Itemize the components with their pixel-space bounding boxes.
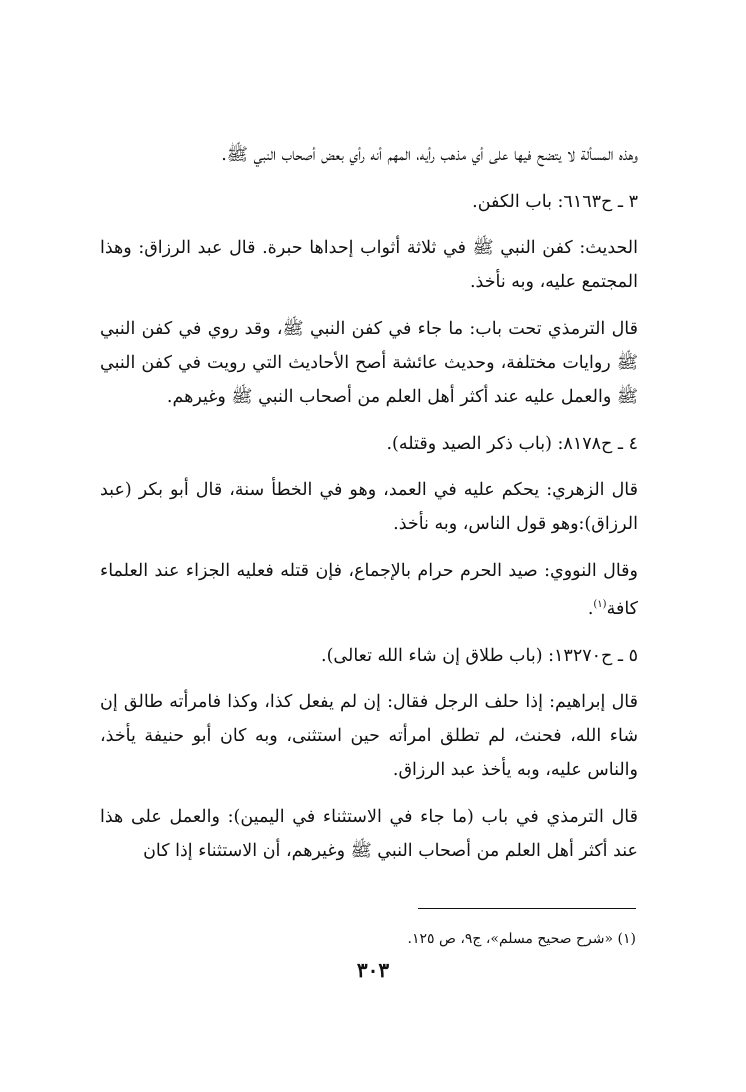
section-heading: ٣ ـ ح٦١٦٣: باب الكفن. xyxy=(472,192,638,212)
footnote-marker: (١) xyxy=(593,599,607,610)
paragraph: قال الترمذي في باب (ما جاء في الاستثناء في اليمين): والعمل على هذا عند أكثر أهل العلم من أصحاب النبي ﷺ وغيرهم، أن الاستثناء إذا كان xyxy=(100,806,638,861)
section-heading: ٤ ـ ح٨١٧٨: (باب ذكر الصيد وقتله). xyxy=(386,434,638,454)
footnote: (١) «شرح صحيح مسلم»، ج٩، ص ١٢٥. xyxy=(407,931,636,947)
page-number: ٣٠٣ xyxy=(356,958,390,982)
paragraph-with-footnote xyxy=(100,554,638,626)
paragraph: قال إبراهيم: إذا حلف الرجل فقال: إن لم يفعل كذا، وكذا فامرأته طالق إن شاء الله، فحنث، لم تطلق امرأته حين استثنى، وبه كان أبو حنيفة يأخذ، والناس عليه، وبه يأخذ عبد الرزاق. xyxy=(100,691,638,780)
section-heading: ٥ ـ ح١٣٢٧٠: (باب طلاق إن شاء الله تعالى). xyxy=(321,645,638,666)
paragraph: وهذه المسألة لا يتضح فيها على أي مذهب رأيه، المهم أنه رأي بعض أصحاب النبي ﷺ. xyxy=(221,145,638,165)
footnote-divider xyxy=(418,908,636,909)
main-text xyxy=(100,138,638,881)
paragraph: قال الزهري: يحكم عليه في العمد، وهو في الخطأ سنة، قال أبو بكر (عبد الرزاق):وهو قول الناس، وبه نأخذ. xyxy=(100,480,638,534)
sentence-end: . xyxy=(587,598,594,619)
paragraph: الحديث: كفن النبي ﷺ في ثلاثة أثواب إحداها حبرة. قال عبد الرزاق: وهذا المجتمع عليه، وبه نأخذ. xyxy=(100,238,638,292)
paragraph: قال الترمذي تحت باب: ما جاء في كفن النبي ﷺ، وقد روي في كفن النبي ﷺ روايات مختلفة، وحديث عائشة أصح الأحاديث التي رويت في كفن النبي ﷺ والعمل عليه عند أكثر أهل العلم من أصحاب النبي ﷺ وغيرهم. xyxy=(100,319,638,407)
paragraph-text: وقال النووي: صيد الحرم حرام بالإجماع، فإن قتله فعليه الجزاء عند العلماء كافة xyxy=(100,561,638,619)
